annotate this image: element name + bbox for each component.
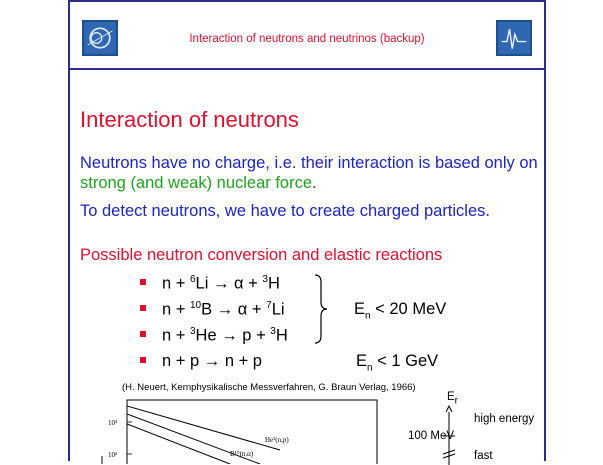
nuclear-force-highlight: strong (and weak) nuclear force — [80, 174, 313, 192]
energy-axis-symbol: E — [447, 391, 455, 403]
reaction-text: B → α + — [201, 300, 267, 319]
fast-label: fast — [474, 450, 493, 462]
mass-number: 3 — [262, 274, 268, 285]
energy-value: < 20 MeV — [370, 300, 447, 318]
reaction-text: n + — [162, 300, 190, 319]
plot-tick-label: 10² — [108, 451, 118, 459]
reaction-text: H — [275, 326, 288, 345]
mass-number: 10 — [189, 300, 202, 311]
cross-section-plot — [80, 394, 380, 464]
brace-icon — [314, 274, 328, 344]
reaction-li6 — [140, 274, 280, 294]
energy-subscript: n — [367, 362, 373, 374]
slide-title: Interaction of neutrons — [80, 107, 299, 132]
institute-logo — [496, 20, 532, 56]
reference-citation: (H. Neuert, Kernphysikalische Messverfahren, G. Braun Verlag, 1966) — [122, 382, 416, 393]
energy-value: < 1 GeV — [372, 352, 439, 370]
100-mev-label: 100 MeV — [408, 430, 455, 442]
reaction-he3 — [140, 326, 288, 346]
mass-number: 6 — [189, 274, 196, 285]
reaction-text: n + — [162, 326, 190, 345]
reaction-text: n + p → n + p — [162, 352, 262, 370]
reaction-text: H — [267, 274, 280, 293]
bullet-icon — [140, 279, 146, 285]
mass-number: 7 — [266, 300, 272, 311]
reaction-text: Li — [271, 300, 285, 319]
energy-axis-subscript: r — [454, 395, 459, 407]
paragraph-charge-text: Neutrons have no charge, i.e. their interaction is based only on — [80, 154, 538, 172]
reaction-text: n + — [162, 274, 190, 293]
paragraph-detect: To detect neutrons, we have to create charged particles. — [80, 202, 490, 220]
high-energy-label: high energy — [474, 413, 535, 425]
header-divider — [70, 68, 544, 70]
energy-axis-label — [447, 391, 458, 406]
energy-subscript: n — [365, 310, 371, 322]
reaction-b10 — [140, 300, 285, 320]
reaction-text: Li → α + — [195, 274, 263, 293]
energy-limit-1gev — [356, 352, 438, 373]
curve-label-b10: B¹⁰(n,α) — [230, 450, 254, 458]
energy-symbol: E — [354, 300, 366, 318]
paragraph-reactions: Possible neutron conversion and elastic reactions — [80, 246, 443, 264]
reaction-np — [140, 352, 262, 371]
header-title: Interaction of neutrons and neutrinos (backup) — [189, 33, 425, 45]
bullet-icon — [140, 331, 146, 337]
reaction-text: He → p + — [195, 326, 271, 345]
energy-limit-20mev — [354, 300, 446, 321]
mass-number: 3 — [270, 326, 276, 337]
mass-number: 3 — [189, 326, 196, 337]
curve-label-he3: He³(n,p) — [265, 436, 289, 444]
slide — [68, 0, 546, 461]
plot-tick-label: 10³ — [108, 419, 118, 427]
paragraph-charge-end: . — [312, 174, 317, 192]
bullet-icon — [140, 305, 146, 311]
paragraph-charge — [80, 153, 540, 193]
bullet-icon — [140, 357, 146, 363]
energy-symbol: E — [356, 352, 368, 370]
